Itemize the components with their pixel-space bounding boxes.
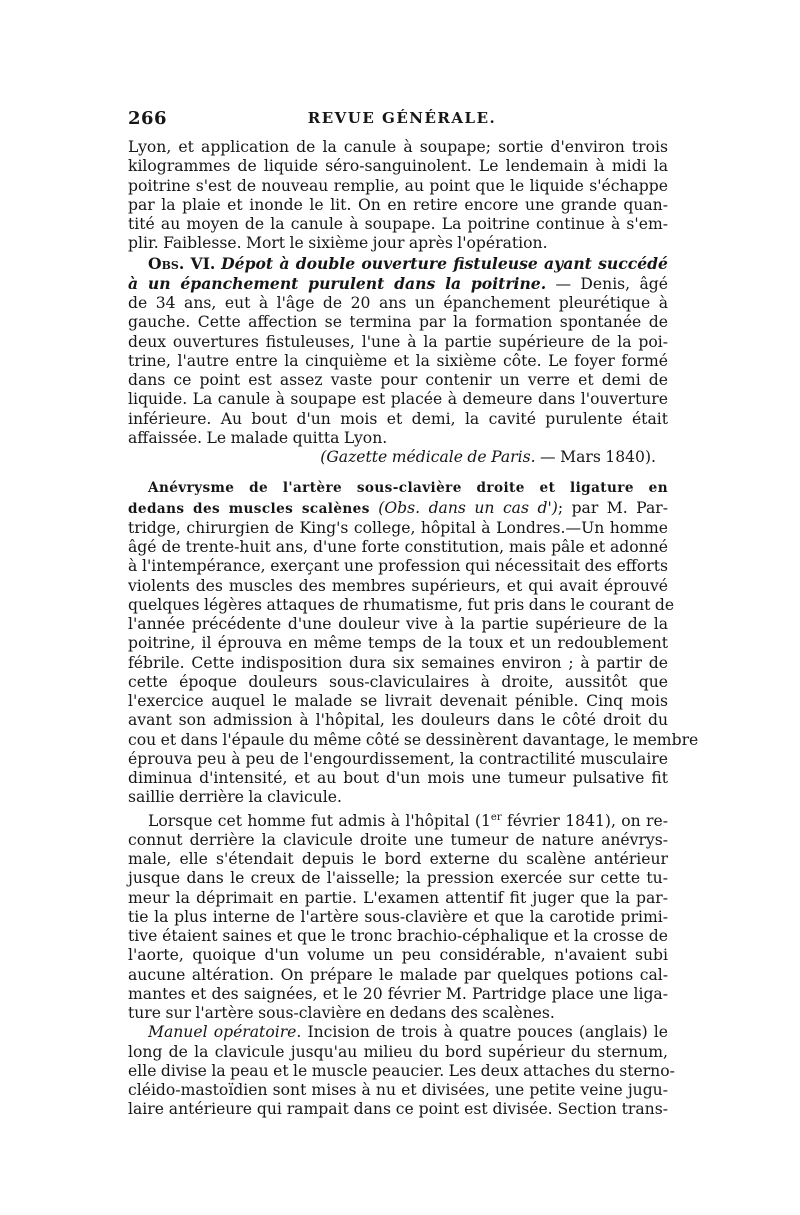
text-line: tie la plus interne de l'artère sous-clavière et que la carotide primi- xyxy=(128,907,668,926)
text-line: ture sur l'artère sous-clavière en dedans des scalènes. xyxy=(128,1004,555,1023)
citation-source: (Gazette médicale de Paris. xyxy=(320,448,536,466)
obs-title-cont: à un épanchement purulent dans la poitrine. xyxy=(128,273,547,293)
text-line: affaissée. Le malade quitta Lyon. xyxy=(128,428,388,447)
text-line: saillie derrière la clavicule. xyxy=(128,788,342,807)
text-line: cette époque douleurs sous-claviculaires à droite, aussitôt que xyxy=(128,672,668,691)
body-text xyxy=(128,138,699,1120)
text-line: jusque dans le creux de l'aisselle; la pression exercée sur cette tu- xyxy=(128,869,668,888)
text-line: par la plaie et inonde le lit. On en retire encore une grande quan- xyxy=(128,195,668,214)
text-line: laire antérieure qui rampait dans ce point est divisée. Section trans- xyxy=(128,1100,668,1119)
text-line: dans ce point est assez vaste pour contenir un verre et demi de xyxy=(128,371,668,389)
text-line: à l'intempérance, exerçant une profession qui nécessitait des efforts xyxy=(128,557,668,576)
superscript: er xyxy=(490,811,502,823)
running-title: REVUE GÉNÉRALE. xyxy=(307,109,497,127)
text-line: éprouva peu à peu de l'engourdissement, la contractilité musculaire xyxy=(128,749,668,768)
text-segment: février 1841), on re- xyxy=(501,811,668,830)
page-header xyxy=(128,108,676,132)
citation-date: — Mars 1840). xyxy=(540,448,656,466)
text-line: poitrine s'est de nouveau remplie, au point que le liquide s'échappe xyxy=(128,176,668,195)
paragraph-obs5-end xyxy=(128,138,668,254)
paragraph-article-3 xyxy=(128,1023,675,1119)
text-line: trine, l'autre entre la cinquième et la sixième côte. Le foyer formé xyxy=(128,351,668,370)
text-line: cléido-mastoïdien sont mises à nu et divisées, une petite veine jugu- xyxy=(128,1081,668,1100)
text-line: l'année précédente d'une douleur vive à la partie supérieure de la xyxy=(128,615,668,633)
text-line: tive étaient saines et que le tronc brachio-céphalique et la crosse de xyxy=(128,927,668,946)
text-line: male, elle s'étendait depuis le bord externe du scalène antérieur xyxy=(128,850,668,869)
text-line: plir. Faiblesse. Mort le sixième jour après l'opération. xyxy=(128,234,548,253)
paragraph-article-2 xyxy=(128,808,668,1024)
text-line xyxy=(128,808,668,831)
obs-title: Dépot à double ouverture fistuleuse ayant succédé xyxy=(221,253,668,273)
text-line: de 34 ans, eut à l'âge de 20 ans un épanchement pleurétique à xyxy=(128,294,668,312)
text-line: cou et dans l'épaule du même côté se dessinèrent davantage, le membre xyxy=(128,730,699,749)
text-line: deux ouvertures fistuleuses, l'une à la partie supérieure de la poi- xyxy=(128,332,668,351)
paragraph-article-1 xyxy=(128,479,699,807)
article-heading-cont: dedans des muscles scalènes xyxy=(128,500,370,517)
text-line: connut derrière la clavicule droite une tumeur de nature anévrys- xyxy=(128,830,668,849)
text-line: violents des muscles des membres supérieurs, et qui avait éprouvé xyxy=(128,576,668,595)
text-line xyxy=(128,499,668,519)
paragraph-obs6 xyxy=(128,254,668,468)
text-line: tité au moyen de la canule à soupape. La poitrine continue à s'em- xyxy=(128,215,668,233)
text-line: l'exercice auquel le malade se livrait devenait pénible. Cinq mois xyxy=(128,692,668,710)
text-line: mantes et des saignées, et le 20 février M. Partridge place une liga- xyxy=(128,984,668,1003)
text-line: fébrile. Cette indisposition dura six semaines environ ; à partir de xyxy=(128,653,668,672)
text-line: inférieure. Au bout d'un mois et demi, la cavité purulente était xyxy=(128,409,668,428)
text-line: Lyon, et application de la canule à soupape; sortie d'environ trois xyxy=(128,138,668,156)
article-heading-obs: (Obs. dans un cas d') xyxy=(378,498,558,517)
text-line xyxy=(128,274,668,294)
text-line: liquide. La canule à soupape est placée à demeure dans l'ouverture xyxy=(128,390,668,409)
obs-label: Obs. VI. xyxy=(148,253,216,273)
section-label: Manuel opératoire. xyxy=(148,1023,302,1042)
text-line: avant son admission à l'hôpital, les douleurs dans le côté droit du xyxy=(128,711,668,730)
text-line: kilogrammes de liquide séro-sanguinolent. Le lendemain à midi la xyxy=(128,157,668,176)
text-line: meur la déprimait en partie. L'examen attentif fit juger que la par- xyxy=(128,888,668,907)
text-line: l'aorte, quoique d'un volume un peu considérable, n'avaient subi xyxy=(128,946,668,965)
text-line xyxy=(128,1023,668,1042)
article-heading: Anévrysme de l'artère sous-clavière droite et ligature en xyxy=(148,480,668,497)
text-line: elle divise la peau et le muscle peaucier. Les deux attaches du sterno- xyxy=(128,1061,675,1080)
text-line: long de la clavicule jusqu'au milieu du bord supérieur du sternum, xyxy=(128,1042,668,1061)
text-line: tridge, chirurgien de King's college, hôpital à Londres.—Un homme xyxy=(128,518,668,537)
section-gap xyxy=(128,467,668,479)
text-line: âgé de trente-huit ans, d'une forte constitution, mais pâle et adonné xyxy=(128,538,668,556)
text-line: diminua d'intensité, et au bout d'un mois une tumeur pulsative fit xyxy=(128,769,668,787)
text-line: quelques légères attaques de rhumatisme, fut pris dans le courant de xyxy=(128,595,675,614)
obs-title-after: — Denis, âgé xyxy=(555,274,668,293)
text-segment: Incision de trois à quatre pouces (anglais) le xyxy=(301,1023,669,1042)
text-line: aucune altération. On prépare le malade par quelques potions cal- xyxy=(128,965,668,984)
text-segment: Lorsque cet homme fut admis à l'hôpital (1 xyxy=(148,811,491,830)
article-heading-rest: ; par M. Par- xyxy=(557,498,668,517)
text-line: poitrine, il éprouva en même temps de la toux et un redoublement xyxy=(128,634,668,653)
page-number: 266 xyxy=(128,108,168,129)
text-line: gauche. Cette affection se termina par la formation spontanée de xyxy=(128,313,668,332)
citation xyxy=(128,448,668,467)
text-line xyxy=(128,254,668,274)
